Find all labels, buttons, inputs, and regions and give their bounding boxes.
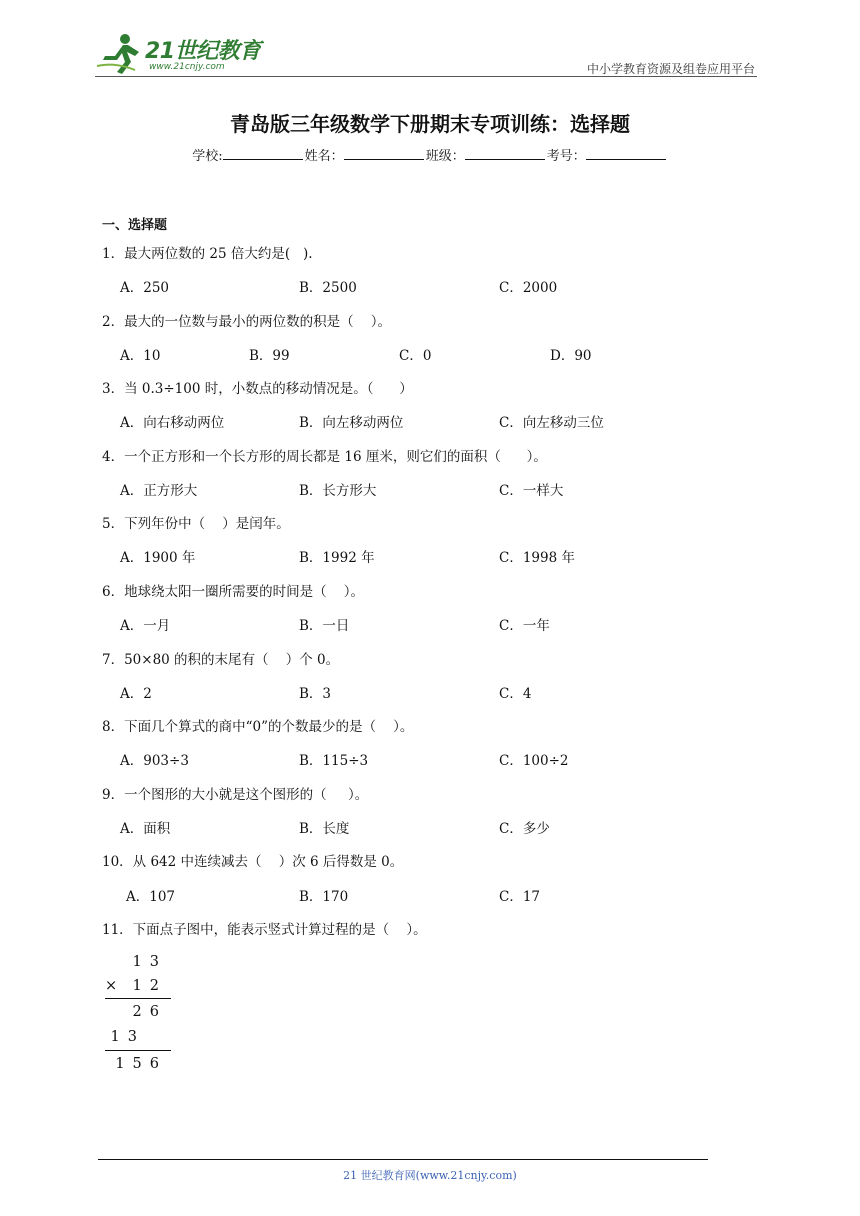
question-stem: 1．最大两位数的 25 倍大约是( ). [102, 246, 313, 262]
option-b[interactable]: B．一日 [299, 618, 350, 634]
question-stem: 9．一个图形的大小就是这个图形的（ ）。 [102, 787, 369, 803]
option-b[interactable]: B．向左移动两位 [299, 415, 404, 431]
school-label: 学校: [192, 149, 223, 164]
option-c[interactable]: C．2000 [499, 280, 558, 296]
logo [95, 32, 265, 76]
logo-text: 21世纪教育 [145, 39, 261, 64]
option-b[interactable]: B．1992 年 [299, 550, 375, 566]
exam-no-label: 考号： [546, 149, 586, 164]
option-c[interactable]: C．向左移动三位 [499, 415, 604, 431]
partial-product-1: 26 [132, 1004, 167, 1020]
option-c[interactable]: C．1998 年 [499, 550, 575, 566]
option-c[interactable]: C．多少 [499, 821, 550, 837]
page-header [95, 30, 757, 78]
option-a[interactable]: A．面积 [120, 821, 171, 837]
option-b[interactable]: B．170 [299, 889, 349, 905]
option-b[interactable]: B．长度 [299, 821, 350, 837]
option-a[interactable]: A．250 [120, 280, 170, 296]
option-a[interactable]: A．2 [120, 686, 152, 702]
question-stem: 10．从 642 中连续减去（ ）次 6 后得数是 0。 [102, 854, 404, 870]
option-a[interactable]: A．107 [126, 889, 176, 905]
section-heading: 一、选择题 [102, 218, 168, 233]
option-b[interactable]: B．长方形大 [299, 483, 377, 499]
class-label: 班级： [425, 149, 465, 164]
footer-text[interactable]: 21 世纪教育网(www.21cnjy.com) [343, 1169, 517, 1182]
option-a[interactable]: A．向右移动两位 [120, 415, 225, 431]
option-b[interactable]: B．99 [249, 348, 290, 364]
question-stem: 11．下面点子图中，能表示竖式计算过程的是（ ）。 [102, 922, 427, 938]
header-slogan: 中小学教育资源及组卷应用平台 [586, 62, 755, 76]
question-stem: 4．一个正方形和一个长方形的周长都是 16 厘米，则它们的面积（ ）。 [102, 449, 547, 465]
option-c[interactable]: C．100÷2 [499, 753, 569, 769]
student-info-line [0, 145, 860, 164]
partial-product-2: 13 [110, 1029, 145, 1045]
question-stem: 7．50×80 的积的末尾有（ ）个 0。 [102, 652, 340, 668]
vertical-multiplication [105, 950, 171, 1080]
option-c[interactable]: C．4 [499, 686, 532, 702]
option-a[interactable]: A．正方形大 [120, 483, 198, 499]
multiplicand: 13 [132, 954, 167, 970]
option-a[interactable]: A．一月 [120, 618, 171, 634]
name-blank[interactable] [344, 147, 424, 160]
option-c[interactable]: C．17 [499, 889, 541, 905]
product-result: 156 [115, 1056, 167, 1072]
school-blank[interactable] [223, 147, 303, 160]
question-stem: 2．最大的一位数与最小的两位数的积是（ ）。 [102, 314, 392, 330]
multiplier: 12 [132, 978, 167, 994]
option-c[interactable]: C．0 [399, 348, 432, 364]
option-b[interactable]: B．2500 [299, 280, 357, 296]
option-c[interactable]: C．一样大 [499, 483, 564, 499]
option-b[interactable]: B．115÷3 [299, 753, 369, 769]
class-blank[interactable] [465, 147, 545, 160]
times-sign: × [105, 978, 118, 994]
option-b[interactable]: B．3 [299, 686, 332, 702]
question-stem: 6．地球绕太阳一圈所需要的时间是（ ）。 [102, 584, 365, 600]
header-divider [95, 76, 757, 77]
name-label: 姓名： [304, 149, 344, 164]
option-a[interactable]: A．1900 年 [120, 550, 196, 566]
question-stem: 3．当 0.3÷100 时，小数点的移动情况是。（ ） [102, 381, 413, 397]
option-d[interactable]: D．90 [550, 348, 592, 364]
runner-logo-icon [95, 32, 143, 76]
page-title: 青岛版三年级数学下册期末专项训练：选择题 [230, 112, 630, 136]
option-c[interactable]: C．一年 [499, 618, 550, 634]
option-a[interactable]: A．10 [120, 348, 161, 364]
question-stem: 5．下列年份中（ ）是闰年。 [102, 516, 290, 532]
option-a[interactable]: A．903÷3 [120, 753, 189, 769]
calc-line-2 [105, 1050, 171, 1051]
question-stem: 8．下面几个算式的商中“0”的个数最少的是（ ）。 [102, 719, 414, 735]
footer-divider [98, 1159, 708, 1160]
logo-url: www.21cnjy.com [149, 62, 225, 72]
calc-line-1 [105, 998, 171, 999]
exam-no-blank[interactable] [586, 147, 666, 160]
